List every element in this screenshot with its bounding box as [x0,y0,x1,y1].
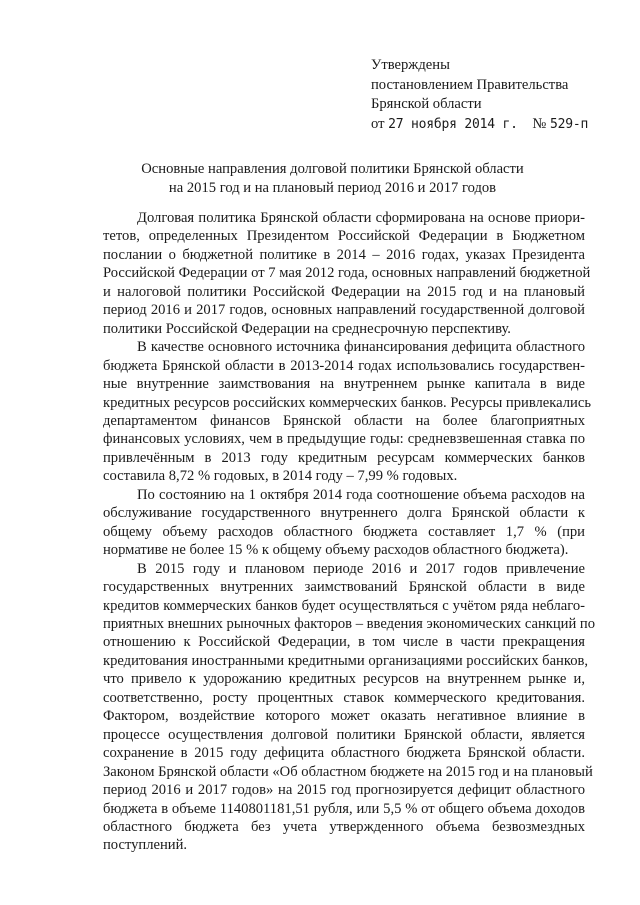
paragraph-line: тетов, определенных Президентом Российской Федерации в Бюджетном [103,228,585,245]
paragraph-line: бюджета в объеме 1140801181,51 рубля, или 5,5 % от общего объема доходов [103,800,585,817]
approval-line-region: Брянской области [371,96,482,112]
paragraph [103,486,585,560]
paragraph-line: политики Российской Федерации на среднесрочную перспективу. [103,320,511,337]
paragraph-line: отношению к Российской Федерации, в том числе в части прекращения [103,634,585,651]
paragraph-line: нормативе не более 15 % к общему объему расходов областного бюджета). [103,542,569,559]
paragraph-line: сохранение в 2015 году дефицита областного бюджета Брянской области. [103,745,585,762]
paragraph-line: департаментом финансов Брянской области на более благоприятных [103,412,585,429]
paragraph-line: поступлений. [103,837,188,854]
paragraph-line: В качестве основного источника финансирования дефицита областного [137,339,585,356]
paragraph-line: кредитов коммерческих банков будет осуществляться с учётом ряда неблаго- [103,597,585,614]
paragraph-line: составила 8,72 % годовых, в 2014 году – 7,99 % годовых. [103,468,458,485]
paragraph-line: привлечённым в 2013 году кредитным ресурсам коммерческих банков [103,449,585,466]
paragraph [103,338,591,486]
paragraph-line: общему объему расходов областного бюджета составляет 1,7 % (при [103,523,585,540]
paragraph-line: кредитных ресурсов российских коммерческих банков. Ресурсы привлекались [103,394,591,411]
paragraph-line: процессе осуществления долговой политики Брянской области, является [103,726,585,743]
paragraph-line: что привело к удорожанию кредитных ресурсов на внутреннем рынке и, [103,671,585,688]
paragraph-line: бюджета Брянской области в 2013-2014 годах использовались государствен- [103,357,585,374]
paragraph-line: Российской Федерации от 7 мая 2012 года, основных направлений бюджетной [103,265,591,282]
paragraph-line: областного бюджета без учета утвержденного объема безвозмездных [103,818,585,835]
paragraph-line: и налоговой политики Российской Федерации на 2015 год и на плановый [103,283,585,300]
paragraph-line: финансовых условиях, чем в предыдущие годы: средневзвешенная ставка по [103,431,585,448]
approval-number: 529-п [549,116,589,132]
date-prefix: от [371,115,385,132]
approval-line-resolution: постановлением Правительства [371,76,569,93]
paragraph-line: период 2016 и 2017 годов» на 2015 год прогнозируется дефицит областного [103,782,585,799]
paragraph-line: По состоянию на 1 октября 2014 года соотношение объема расходов на [137,486,585,503]
paragraph-line: государственных внутренних заимствований Брянской области в виде [103,579,585,596]
paragraph-line: Фактором, воздействие которого может оказать негативное влияние в [103,708,585,725]
paragraph-line: кредитования иностранными кредитными организациями российских банков, [103,652,589,669]
paragraph-line: ные внутренние заимствования на внутреннем рынке капитала в виде [103,376,585,393]
paragraph [103,209,591,338]
approval-line-date-number [371,115,611,135]
document-title [100,160,565,198]
title-line-2: на 2015 год и на плановый период 2016 и 2017 годов [168,180,497,196]
paragraph-line: Законом Брянской области «Об областном бюджете на 2015 год и на плановый [103,763,593,780]
number-sign: № [532,115,547,132]
paragraph-line: соответственно, росту процентных ставок коммерческого кредитования. [103,689,585,706]
paragraph-line: Долговая политика Брянской области сформирована на основе приори- [137,210,585,226]
approval-date: 27 ноября 2014 г. [388,116,518,132]
paragraph-line: приятных внешних рыночных факторов – введения экономических санкций по [103,615,596,632]
document-body [103,209,596,855]
paragraph-line: В 2015 году и плановом периоде 2016 и 2017 годов привлечение [137,560,585,577]
paragraph [103,560,596,855]
paragraph-line: обслуживание государственного внутреннего долга Брянской области к [103,505,585,522]
approval-line-approved: Утверждены [371,57,450,73]
paragraph-line: послании о бюджетной политике в 2014 – 2016 годах, указах Президента [103,246,585,263]
approval-block [371,56,611,134]
title-line-1: Основные направления долговой политики Брянской области [141,161,524,177]
paragraph-line: период 2016 и 2017 годов, основных направлений государственной долговой [103,302,585,319]
